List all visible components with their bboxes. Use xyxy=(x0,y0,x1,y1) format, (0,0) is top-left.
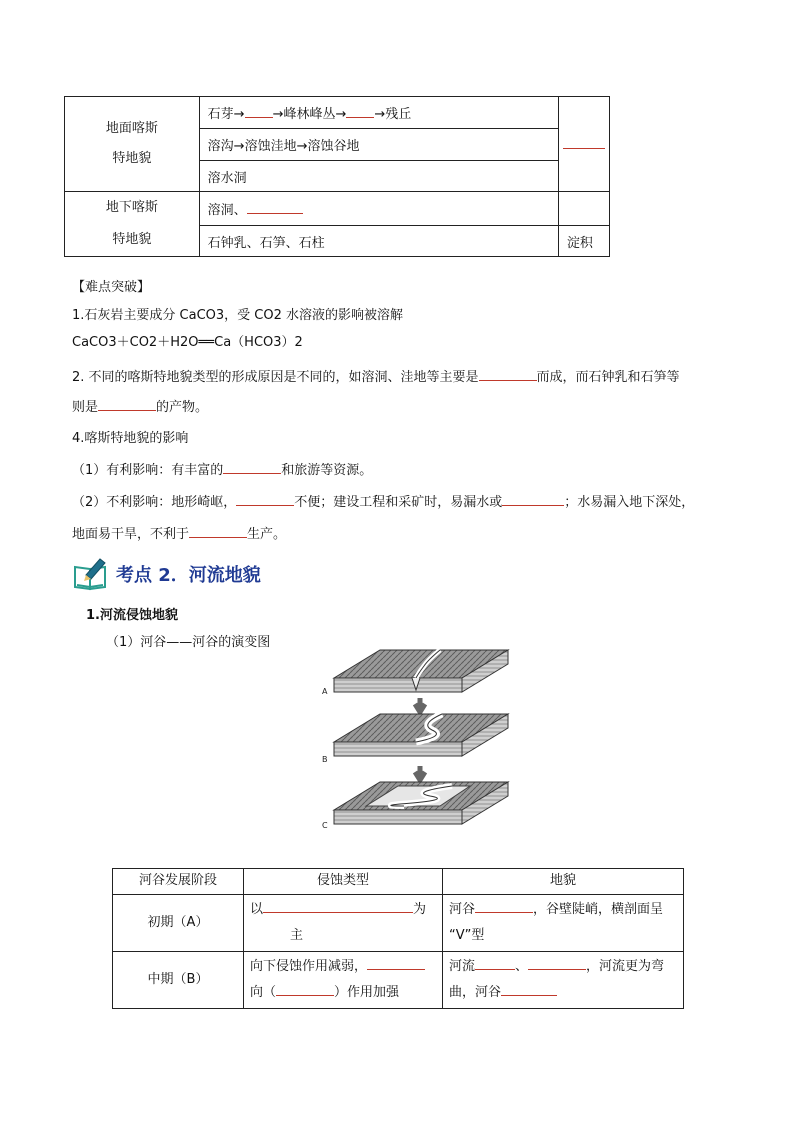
text: 石钟乳、石笋、石柱 xyxy=(207,235,325,251)
text: 则是 xyxy=(72,400,99,415)
text: 和旅游等资源。 xyxy=(281,463,373,478)
blank xyxy=(98,398,156,411)
fig-label-c: C xyxy=(322,821,328,830)
text: （2）不利影响：地形崎岖， xyxy=(72,495,237,510)
section-title: 考点 2．河流地貌 xyxy=(116,565,261,586)
process-cell-2 xyxy=(558,192,609,226)
header-erosion-type: 侵蚀类型 xyxy=(244,869,443,895)
erosion-early xyxy=(244,895,443,952)
text: （1）有利影响：有丰富的 xyxy=(72,463,224,478)
text: 不便；建设工程和采矿时，易漏水或 xyxy=(294,495,503,510)
paragraph-4-2 xyxy=(72,493,694,513)
down-arrow-icon xyxy=(415,698,425,712)
header-stage: 河谷发展阶段 xyxy=(113,869,244,895)
text: 河流 xyxy=(449,959,476,974)
row-stalactite xyxy=(199,226,558,257)
subsection-title: 1.河流侵蚀地貌 xyxy=(86,608,178,623)
text: 向下侵蚀作用减弱， xyxy=(250,959,368,974)
text: 溶水洞 xyxy=(207,170,247,186)
text: “V”型 xyxy=(449,928,485,943)
erosion-early-line1 xyxy=(250,897,436,923)
process-deposition xyxy=(558,226,609,257)
text: 河谷 xyxy=(449,902,476,917)
text: 的产物。 xyxy=(156,400,209,415)
text: 生产。 xyxy=(247,527,287,542)
block-a xyxy=(334,650,508,692)
stage-middle: 中期（B） xyxy=(113,952,244,1009)
blank xyxy=(475,900,533,913)
blank xyxy=(223,461,281,474)
erosion-middle-line1 xyxy=(250,954,436,980)
process-cell-1 xyxy=(558,97,609,192)
text: 为 xyxy=(413,902,427,917)
text: 淀积 xyxy=(566,235,593,251)
blank xyxy=(367,957,425,970)
paragraph-2 xyxy=(72,368,680,388)
category-surface-karst xyxy=(65,97,200,192)
text: →残丘 xyxy=(374,107,412,122)
row-cave xyxy=(199,192,558,226)
text: 2. 不同的喀斯特地貌类型的形成原因是不同的，如溶洞、洼地等主要是 xyxy=(72,370,479,385)
blank xyxy=(475,957,515,970)
text: 溶沟→溶蚀洼地→溶蚀谷地 xyxy=(207,139,360,154)
text: ；水易漏入地下深处， xyxy=(564,495,695,510)
blank xyxy=(245,105,273,118)
stage-early: 初期（A） xyxy=(113,895,244,952)
blank xyxy=(528,957,586,970)
text: →峰林峰丛→ xyxy=(272,107,347,122)
text: 以 xyxy=(250,902,264,917)
blank xyxy=(189,525,247,538)
valley-development-table xyxy=(112,868,684,1009)
landform-early-line1 xyxy=(449,897,677,923)
blank xyxy=(502,493,564,506)
erosion-middle-line2 xyxy=(250,980,436,1006)
block-c xyxy=(334,782,508,824)
paragraph-4-1 xyxy=(72,461,372,481)
cat-label: 地面喀斯 xyxy=(105,121,158,136)
fig-label-b: B xyxy=(322,755,328,764)
cat-label: 特地貌 xyxy=(112,151,152,166)
valley-evolution-figure xyxy=(320,646,510,842)
cat-label: 特地貌 xyxy=(112,232,152,247)
blank xyxy=(263,900,413,913)
section-header: 【难点突破】 xyxy=(72,280,151,295)
fig-label-a: A xyxy=(322,687,328,696)
blank xyxy=(346,105,374,118)
karst-landform-table xyxy=(64,96,610,257)
text: 石芽→ xyxy=(207,107,245,122)
paragraph-4-3 xyxy=(72,525,286,545)
landform-middle-line2 xyxy=(449,980,677,1006)
text: ）作用加强 xyxy=(334,985,400,1000)
blank xyxy=(501,983,557,996)
row-sinkhole xyxy=(199,161,558,192)
row-gully xyxy=(199,129,558,161)
blank xyxy=(236,493,294,506)
text: 地面易干旱，不利于 xyxy=(72,527,190,542)
blank xyxy=(247,201,303,214)
erosion-middle xyxy=(244,952,443,1009)
landform-middle-line1 xyxy=(449,954,677,980)
cat-label: 地下喀斯 xyxy=(105,200,158,215)
landform-middle xyxy=(443,952,684,1009)
category-underground-karst xyxy=(65,192,200,257)
landform-early xyxy=(443,895,684,952)
paragraph-2-cont xyxy=(72,398,208,418)
text: 曲，河谷 xyxy=(449,985,502,1000)
text: 主 xyxy=(290,928,304,943)
subsection-item: （1）河谷——河谷的演变图 xyxy=(106,635,271,650)
blank xyxy=(563,136,605,149)
text: 溶洞、 xyxy=(207,203,247,218)
paragraph-1: 1.石灰岩主要成分 CaCO3，受 CO2 水溶液的影响被溶解 xyxy=(72,308,404,323)
blank xyxy=(276,983,334,996)
text: ，谷壁陡峭，横剖面呈 xyxy=(533,902,664,917)
down-arrow-icon xyxy=(415,766,425,780)
formula: CaCO3＋CO2＋H2O══Ca（HCO3）2 xyxy=(72,335,303,350)
block-b xyxy=(334,714,508,756)
paragraph-4: 4.喀斯特地貌的影响 xyxy=(72,431,189,446)
book-pen-icon xyxy=(72,555,110,591)
text: 而成，而石钟乳和石笋等 xyxy=(536,370,680,385)
text: ，河流更为弯 xyxy=(586,959,665,974)
text: 、 xyxy=(515,959,529,974)
blank xyxy=(479,368,537,381)
text: 向（ xyxy=(250,985,277,1000)
row-stone-bud xyxy=(199,97,558,129)
header-landform: 地貌 xyxy=(443,869,684,895)
